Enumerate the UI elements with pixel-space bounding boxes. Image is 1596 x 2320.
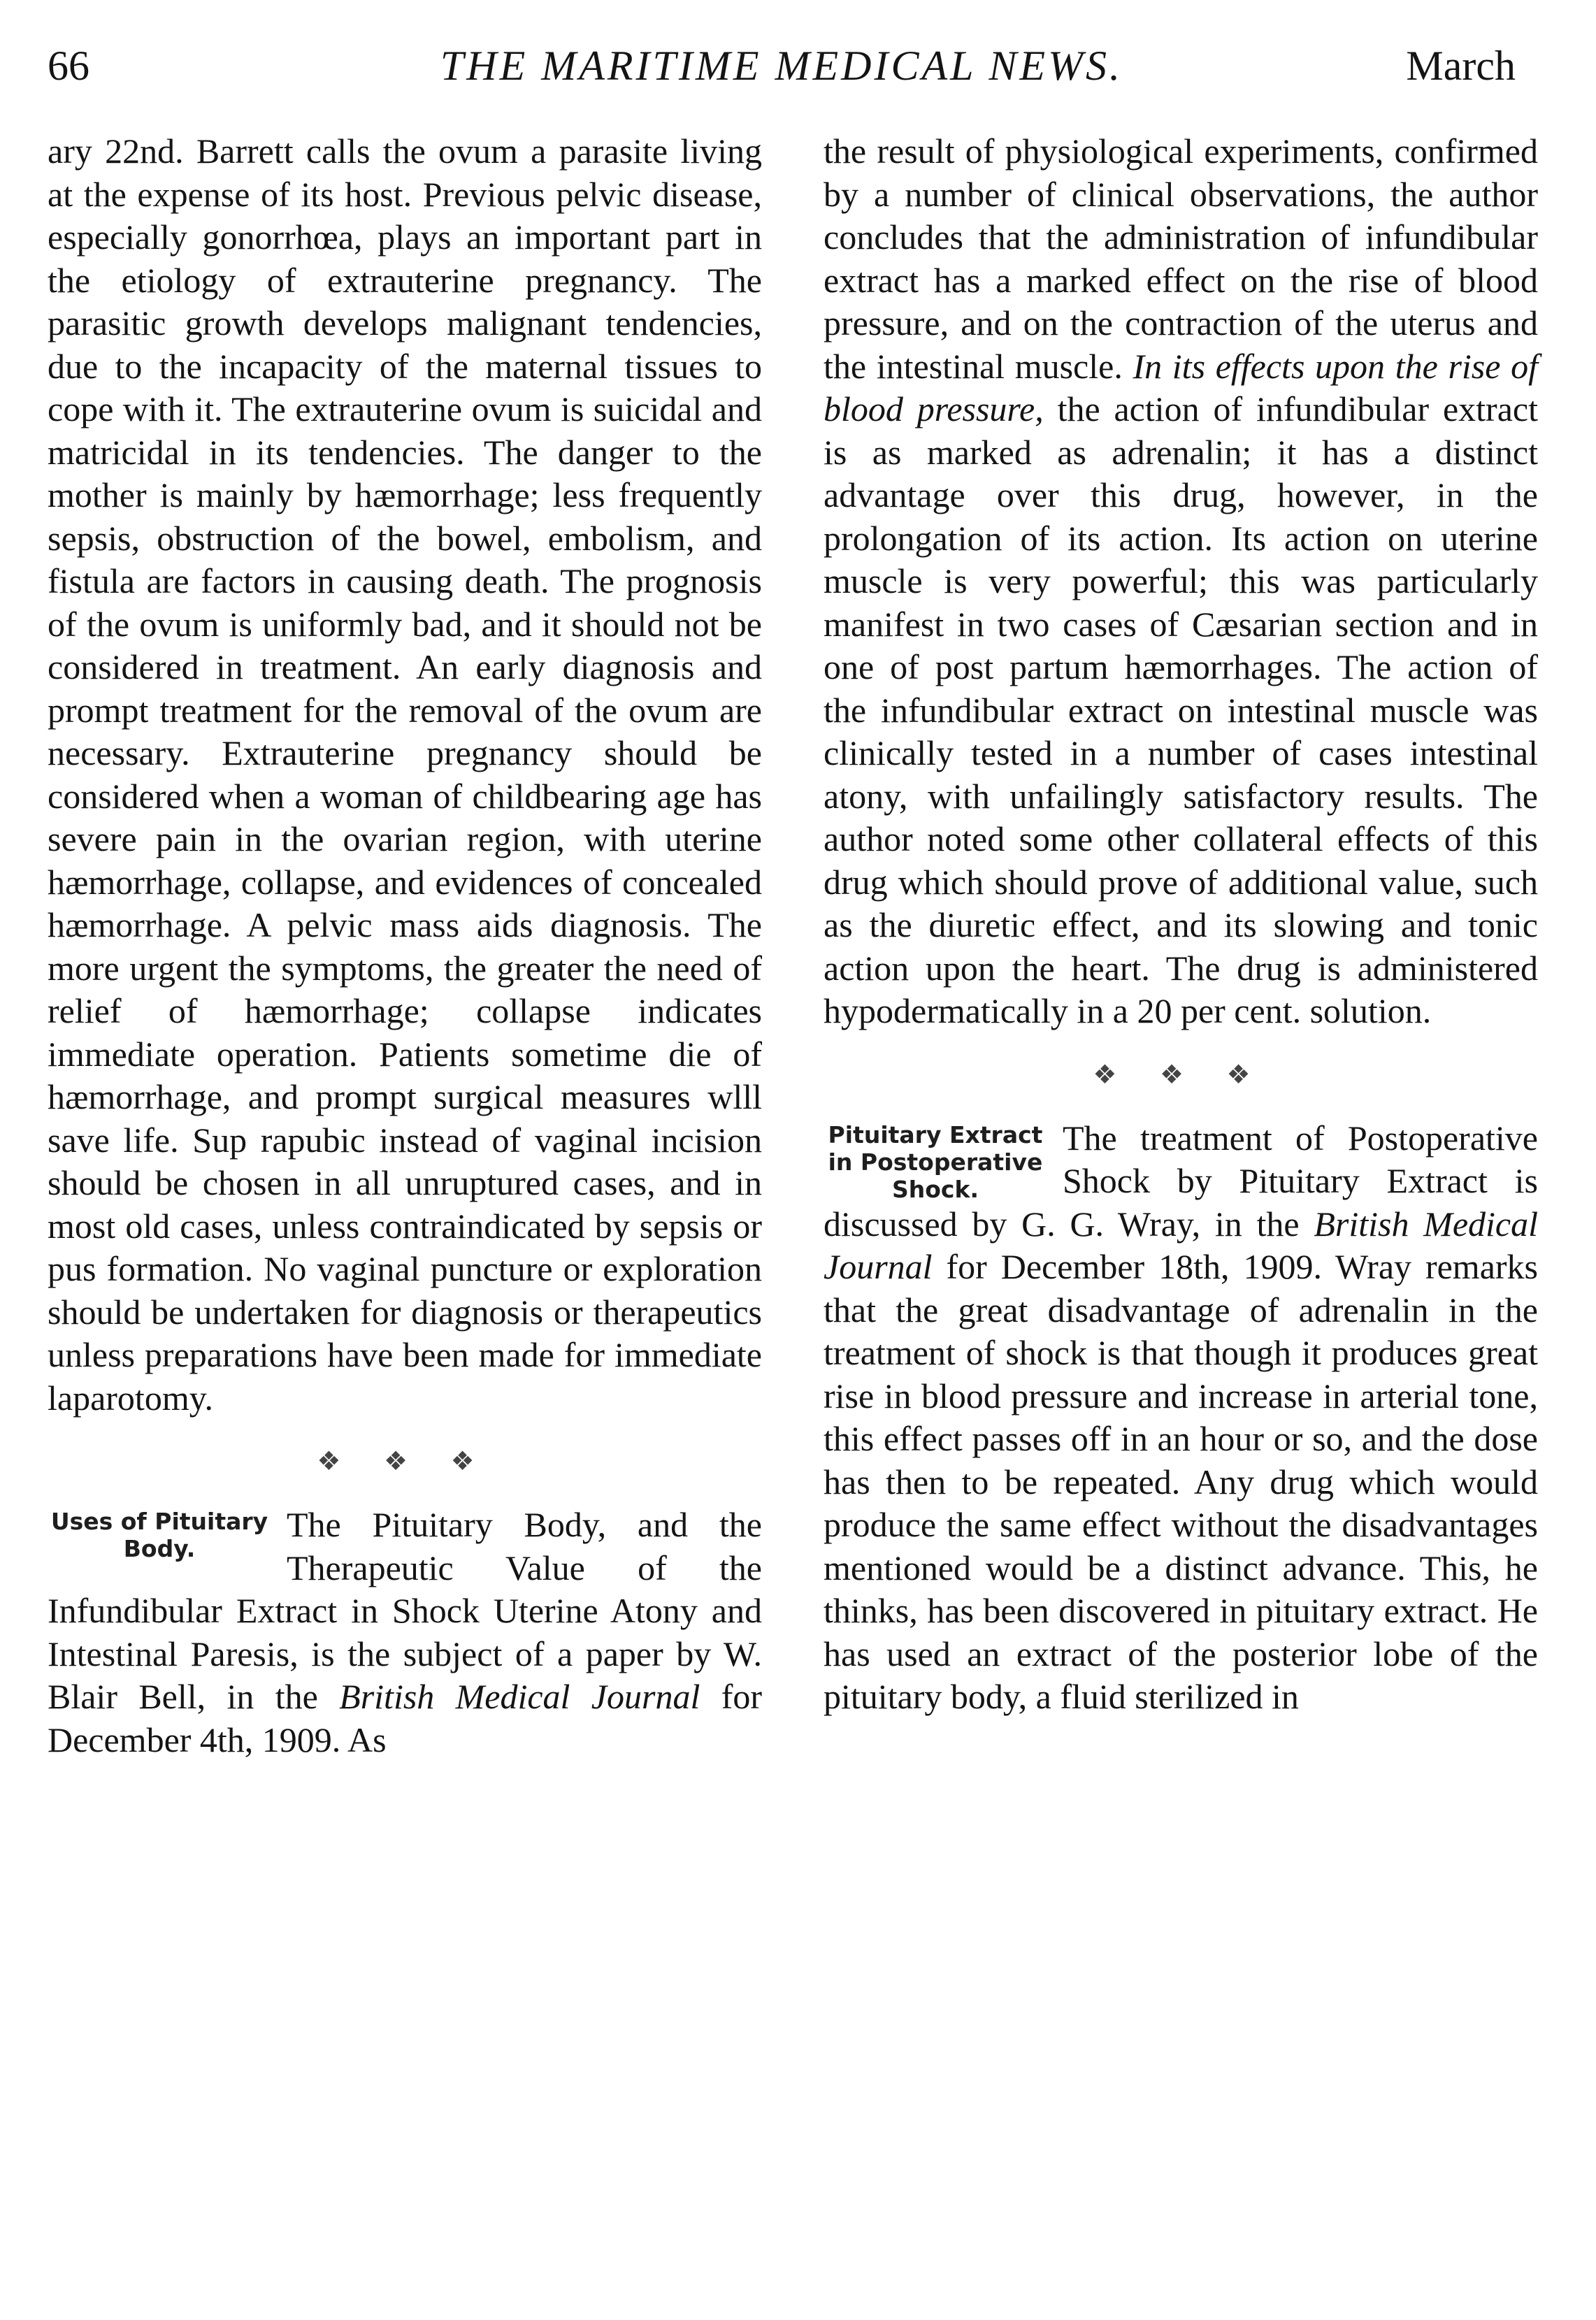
article-paragraph bbox=[48, 1504, 762, 1761]
paragraph-text: the result of physiological experiments, confirmed by a number of clinical observations, the author concludes that the administration of infundibular extract has a marked effect on the rise of blood pressure, and on the contraction of the uterus and the intestinal muscle. bbox=[824, 131, 1538, 386]
journal-citation: British Medical Journal bbox=[824, 1204, 1538, 1286]
journal-title: THE MARITIME MEDICAL NEWS. bbox=[440, 43, 1123, 89]
paragraph-text: for December 18th, 1909. Wray remarks that the great disadvantage of adrenalin in the treatment of shock is that though it produces great rise in blood pressure and increase in arterial tone, this effect passes off in an hour or so, and the dose has then to be repeated. Any drug which would produce the same effect without the disadvantages mentioned would be a distinct advance. This, he thinks, has been discovered in pituitary extract. He has used an extract of the posterior lobe of the pituitary body, a fluid sterilized in bbox=[824, 1247, 1538, 1716]
article-paragraph: ary 22nd. Barrett calls the ovum a parasite living at the expense of its host. Previous pelvic disease, especially gonorrhœa, plays an important part in the etiology of extrauterine pregnancy. The parasitic growth develops malignant tendencies, due to the incapacity of the maternal tissues to cope with it. The extrauterine ovum is suicidal and matricidal in its tendencies. The danger to the mother is mainly by hæmorrhage; less frequently sepsis, obstruction of the bowel, embolism, and fistula are factors in causing death. The prognosis of the ovum is uniformly bad, and it should not be considered in treatment. An early diagnosis and prompt treatment for the removal of the ovum are necessary. Extrauterine pregnancy should be considered when a woman of childbearing age has severe pain in the ovarian region, with uterine hæmorrhage, collapse, and evidences of concealed hæmorrhage. A pelvic mass aids diagnosis. The more urgent the symptoms, the greater the need of relief of hæmorrhage; collapse indicates immediate operation. Patients sometime die of hæmorrhage, and prompt surgical measures wlll save life. Sup rapubic instead of vaginal incision should be chosen in all unruptured cases, and in most old cases, unless contraindicated by sepsis or pus formation. No vaginal puncture or exploration should be undertaken for diagnosis or therapeutics unless preparations have been made for immediate laparotomy. bbox=[48, 131, 762, 1418]
page-header bbox=[48, 42, 1516, 98]
side-heading-postoperative-shock: Pituitary Extract in Postoperative Shock. bbox=[828, 1121, 1043, 1203]
right-column bbox=[824, 130, 1538, 1719]
section-separator: ❖ ❖ ❖ bbox=[317, 1447, 493, 1476]
article-paragraph bbox=[824, 130, 1538, 1033]
paragraph-text: The Pituitary Body, and the Therapeutic Value of the Infundibular Extract in Shock Uterine Atony and Intestinal Paresis, is the subject of a paper by W. Blair Bell, in the bbox=[48, 1505, 762, 1716]
section-separator: ❖ ❖ ❖ bbox=[1093, 1060, 1269, 1090]
article-paragraph bbox=[824, 1117, 1538, 1719]
journal-citation: British Medical Journal bbox=[339, 1677, 700, 1716]
side-heading-pituitary-body: Uses of Pituitary Body. bbox=[50, 1508, 268, 1562]
paragraph-text: for December 4th, 1909. As bbox=[48, 1677, 762, 1759]
page-number: 66 bbox=[48, 43, 89, 89]
left-column bbox=[48, 130, 762, 1761]
paragraph-text: the action of infundibular extract is as marked as adrenalin; it has a distinct advantage over this drug, however, in the prolongation of its action. Its action on uterine muscle is very powerful; this was particularly manifest in two cases of Cæsarian section and in one of post partum hæmorrhages. The action of the infundibular extract on intestinal muscle was clinically tested in a number of cases intestinal atony, with unfailingly satisfactory results. The author noted some other collateral effects of this drug which should prove of additional value, such as the diuretic effect, and its slowing and tonic action upon the heart. The drug is administered hypodermatically in a 20 per cent. solution. bbox=[824, 389, 1538, 1030]
issue-month: March bbox=[1406, 43, 1516, 89]
paragraph-text: The treatment of Postoperative Shock by Pituitary Extract is discussed by G. G. Wray, in the bbox=[824, 1118, 1538, 1244]
emphasized-text: In its effects upon the rise of blood pressure, bbox=[824, 346, 1538, 428]
